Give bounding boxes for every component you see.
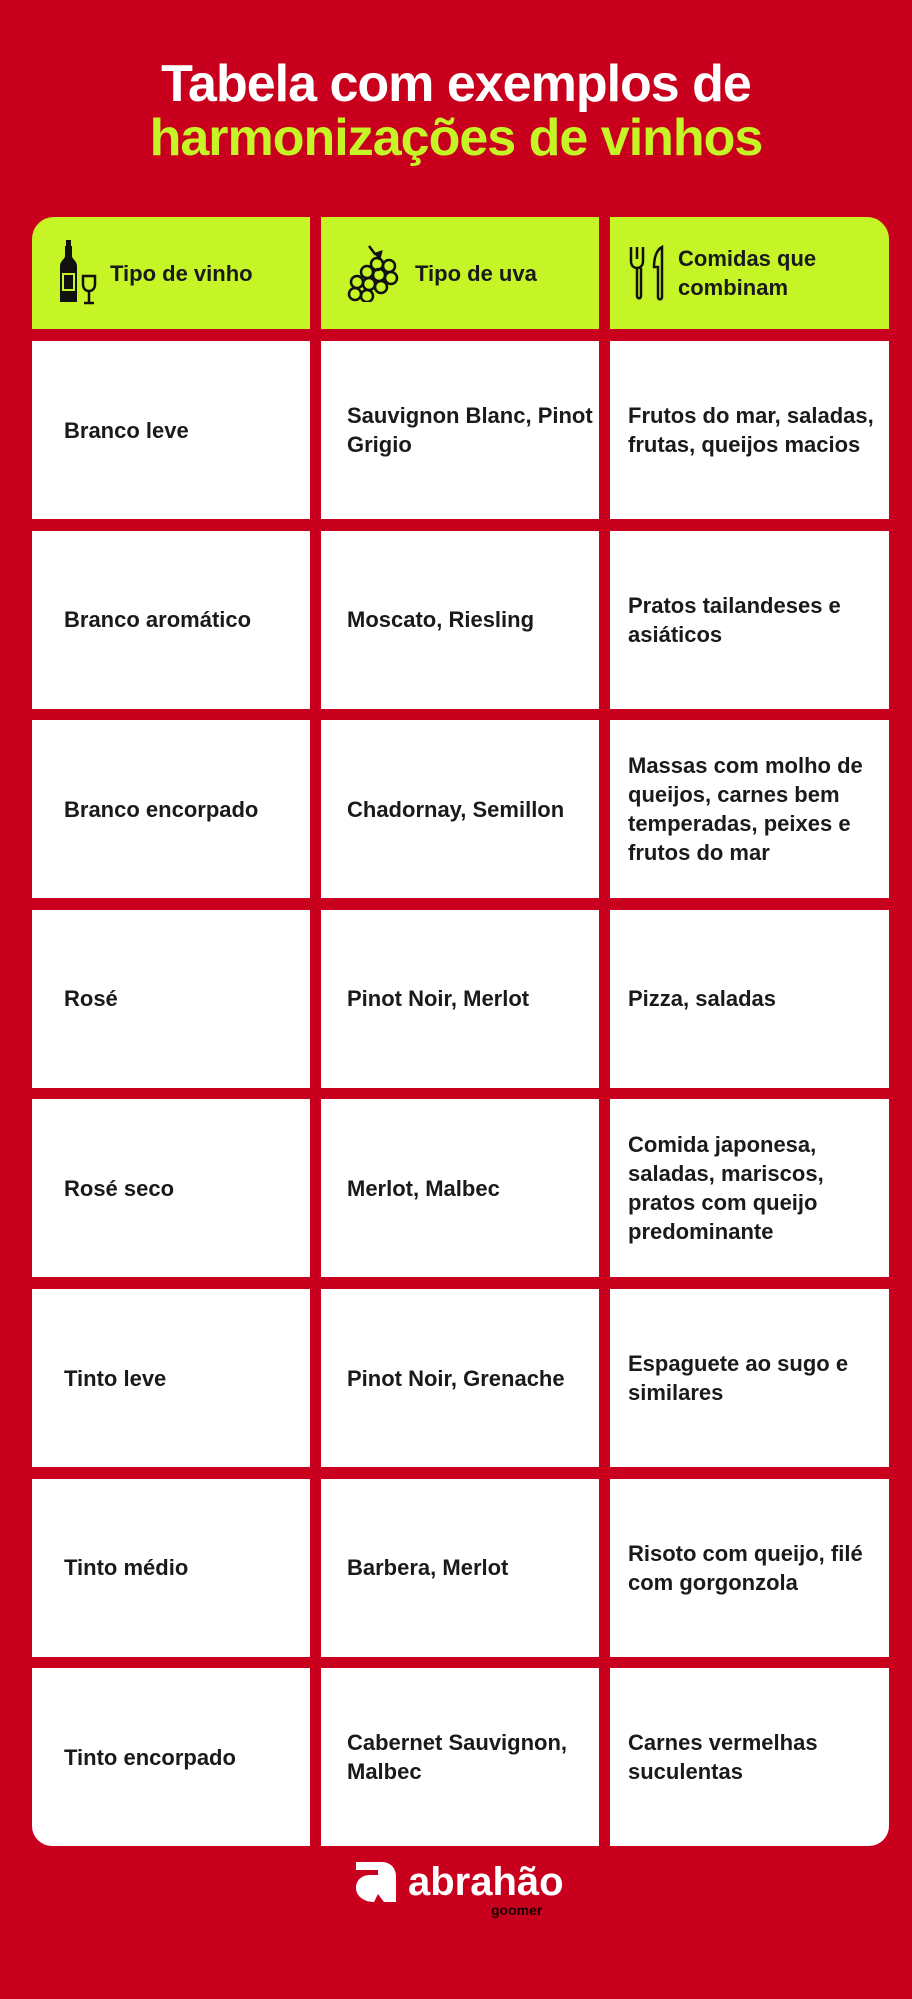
cell-text: Carnes vermelhas suculentas — [628, 1730, 818, 1785]
cell-grape-type — [321, 1289, 599, 1467]
cell-text: Rosé — [64, 986, 118, 1012]
cell-grape-type — [321, 1668, 599, 1846]
cell-text: Tinto encorpado — [64, 1744, 236, 1770]
logo-name: abrahão — [408, 1860, 564, 1904]
abrahao-goomer-logo — [356, 1860, 564, 1918]
cell-text: Branco encorpado — [64, 796, 259, 822]
cell-text: Tinto médio — [64, 1555, 189, 1581]
cell-foods — [610, 531, 889, 709]
cell-text: Massas com molho de queijos, carnes bem temperadas, peixes e frutos do mar — [628, 753, 863, 866]
cell-grape-type — [321, 910, 599, 1088]
cell-text: Pinot Noir, Grenache — [347, 1365, 565, 1391]
cell-text: Espaguete ao sugo e similares — [628, 1351, 849, 1405]
cell-grape-type — [321, 341, 599, 519]
cell-text: Barbera, Merlot — [347, 1555, 509, 1581]
cell-wine-type — [32, 1668, 310, 1846]
cell-text: Cabernet Sauvignon, Malbec — [347, 1730, 568, 1785]
cell-text: Risoto com queijo, filé com gorgonzola — [628, 1540, 863, 1595]
cell-grape-type — [321, 720, 599, 898]
fork-knife-icon — [628, 245, 668, 301]
cell-grape-type — [321, 1099, 599, 1277]
header-grape-type — [321, 217, 599, 329]
cell-text: Merlot, Malbec — [347, 1175, 500, 1201]
cell-foods — [610, 1668, 889, 1846]
cell-foods — [610, 1099, 889, 1277]
cell-grape-type — [321, 1479, 599, 1657]
cell-foods — [610, 341, 889, 519]
cell-text: Frutos do mar, saladas, frutas, queijos macios — [628, 403, 874, 457]
header-wine-type — [32, 217, 310, 329]
grapes-icon — [347, 244, 405, 302]
cell-foods — [610, 1479, 889, 1657]
cell-wine-type — [32, 1099, 310, 1277]
cell-grape-type — [321, 531, 599, 709]
cell-text: Comida japonesa, saladas, mariscos, pratos com queijo predominante — [628, 1132, 824, 1245]
cell-wine-type — [32, 1289, 310, 1467]
logo-sub: goomer — [491, 1902, 543, 1918]
cell-wine-type — [32, 910, 310, 1088]
cell-text: Pinot Noir, Merlot — [347, 986, 530, 1012]
cell-wine-type — [32, 720, 310, 898]
logo-mark-icon — [356, 1862, 396, 1902]
cell-foods — [610, 910, 889, 1088]
cell-text: Pratos tailandeses e asiáticos — [628, 592, 841, 647]
cell-text: Rosé seco — [64, 1175, 175, 1201]
header-foods — [610, 217, 889, 329]
cell-wine-type — [32, 531, 310, 709]
cell-foods — [610, 1289, 889, 1467]
cell-text: Sauvignon Blanc, Pinot Grigio — [347, 403, 593, 457]
cell-text: Pizza, saladas — [628, 986, 776, 1012]
cell-foods — [610, 720, 889, 898]
cell-wine-type — [32, 341, 310, 519]
cell-text: Moscato, Riesling — [347, 607, 535, 633]
header-label: Comidas que combinam — [678, 246, 817, 300]
title-line-1: Tabela com exemplos de — [161, 55, 751, 113]
cell-text: Branco leve — [64, 417, 189, 443]
cell-text: Chadornay, Semillon — [347, 796, 565, 822]
cell-text: Branco aromático — [64, 607, 252, 633]
cell-wine-type — [32, 1479, 310, 1657]
wine-bottle-glass-icon — [56, 240, 100, 306]
header-label: Tipo de uva — [415, 260, 537, 286]
title-line-2: harmonizações de vinhos — [149, 109, 763, 167]
cell-text: Tinto leve — [64, 1365, 167, 1391]
header-label: Tipo de vinho — [110, 260, 253, 286]
